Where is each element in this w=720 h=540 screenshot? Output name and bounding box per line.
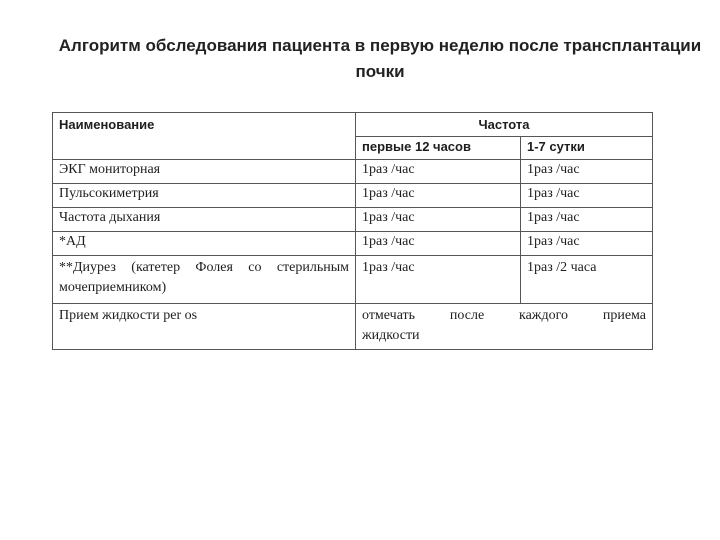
row-frequency-merged xyxy=(356,304,653,350)
row-name: *АД xyxy=(53,232,356,256)
table-row xyxy=(53,256,653,304)
row-first-12-hours: 1раз /час xyxy=(356,256,521,304)
table-row xyxy=(53,304,653,350)
table-header-row xyxy=(53,113,653,137)
row-first-12-hours: 1раз /час xyxy=(356,232,521,256)
row-name-line-1: **Диурез (катетер Фолея со стерильным xyxy=(59,260,349,275)
row-first-12-hours: 1раз /час xyxy=(356,208,521,232)
page-title xyxy=(40,33,720,85)
table-row xyxy=(53,184,653,208)
title-line-2: почки xyxy=(355,62,405,81)
row-1-7-days: 1раз /час xyxy=(521,160,653,184)
table-row xyxy=(53,208,653,232)
row-name: Частота дыхания xyxy=(53,208,356,232)
row-name-line-2: мочеприемником) xyxy=(59,280,167,295)
header-frequency: Частота xyxy=(356,113,653,137)
table-row xyxy=(53,160,653,184)
row-1-7-days: 1раз /час xyxy=(521,184,653,208)
row-name: Прием жидкости per os xyxy=(53,304,356,350)
row-first-12-hours: 1раз /час xyxy=(356,184,521,208)
header-1-7-days: 1-7 сутки xyxy=(521,137,653,160)
row-name: Пульсокиметрия xyxy=(53,184,356,208)
frequency-line-1: отмечать после каждого приема xyxy=(362,308,647,323)
table-row xyxy=(53,232,653,256)
row-name xyxy=(53,256,356,304)
row-1-7-days: 1раз /час xyxy=(521,208,653,232)
row-1-7-days: 1раз /час xyxy=(521,232,653,256)
row-first-12-hours: 1раз /час xyxy=(356,160,521,184)
row-name: ЭКГ мониторная xyxy=(53,160,356,184)
title-line-1: Алгоритм обследования пациента в первую неделю после трансплантации xyxy=(58,36,702,55)
header-name: Наименование xyxy=(53,113,356,160)
monitoring-table xyxy=(52,112,653,350)
row-1-7-days: 1раз /2 часа xyxy=(521,256,653,304)
frequency-line-2: жидкости xyxy=(362,328,420,343)
header-first-12-hours: первые 12 часов xyxy=(356,137,521,160)
